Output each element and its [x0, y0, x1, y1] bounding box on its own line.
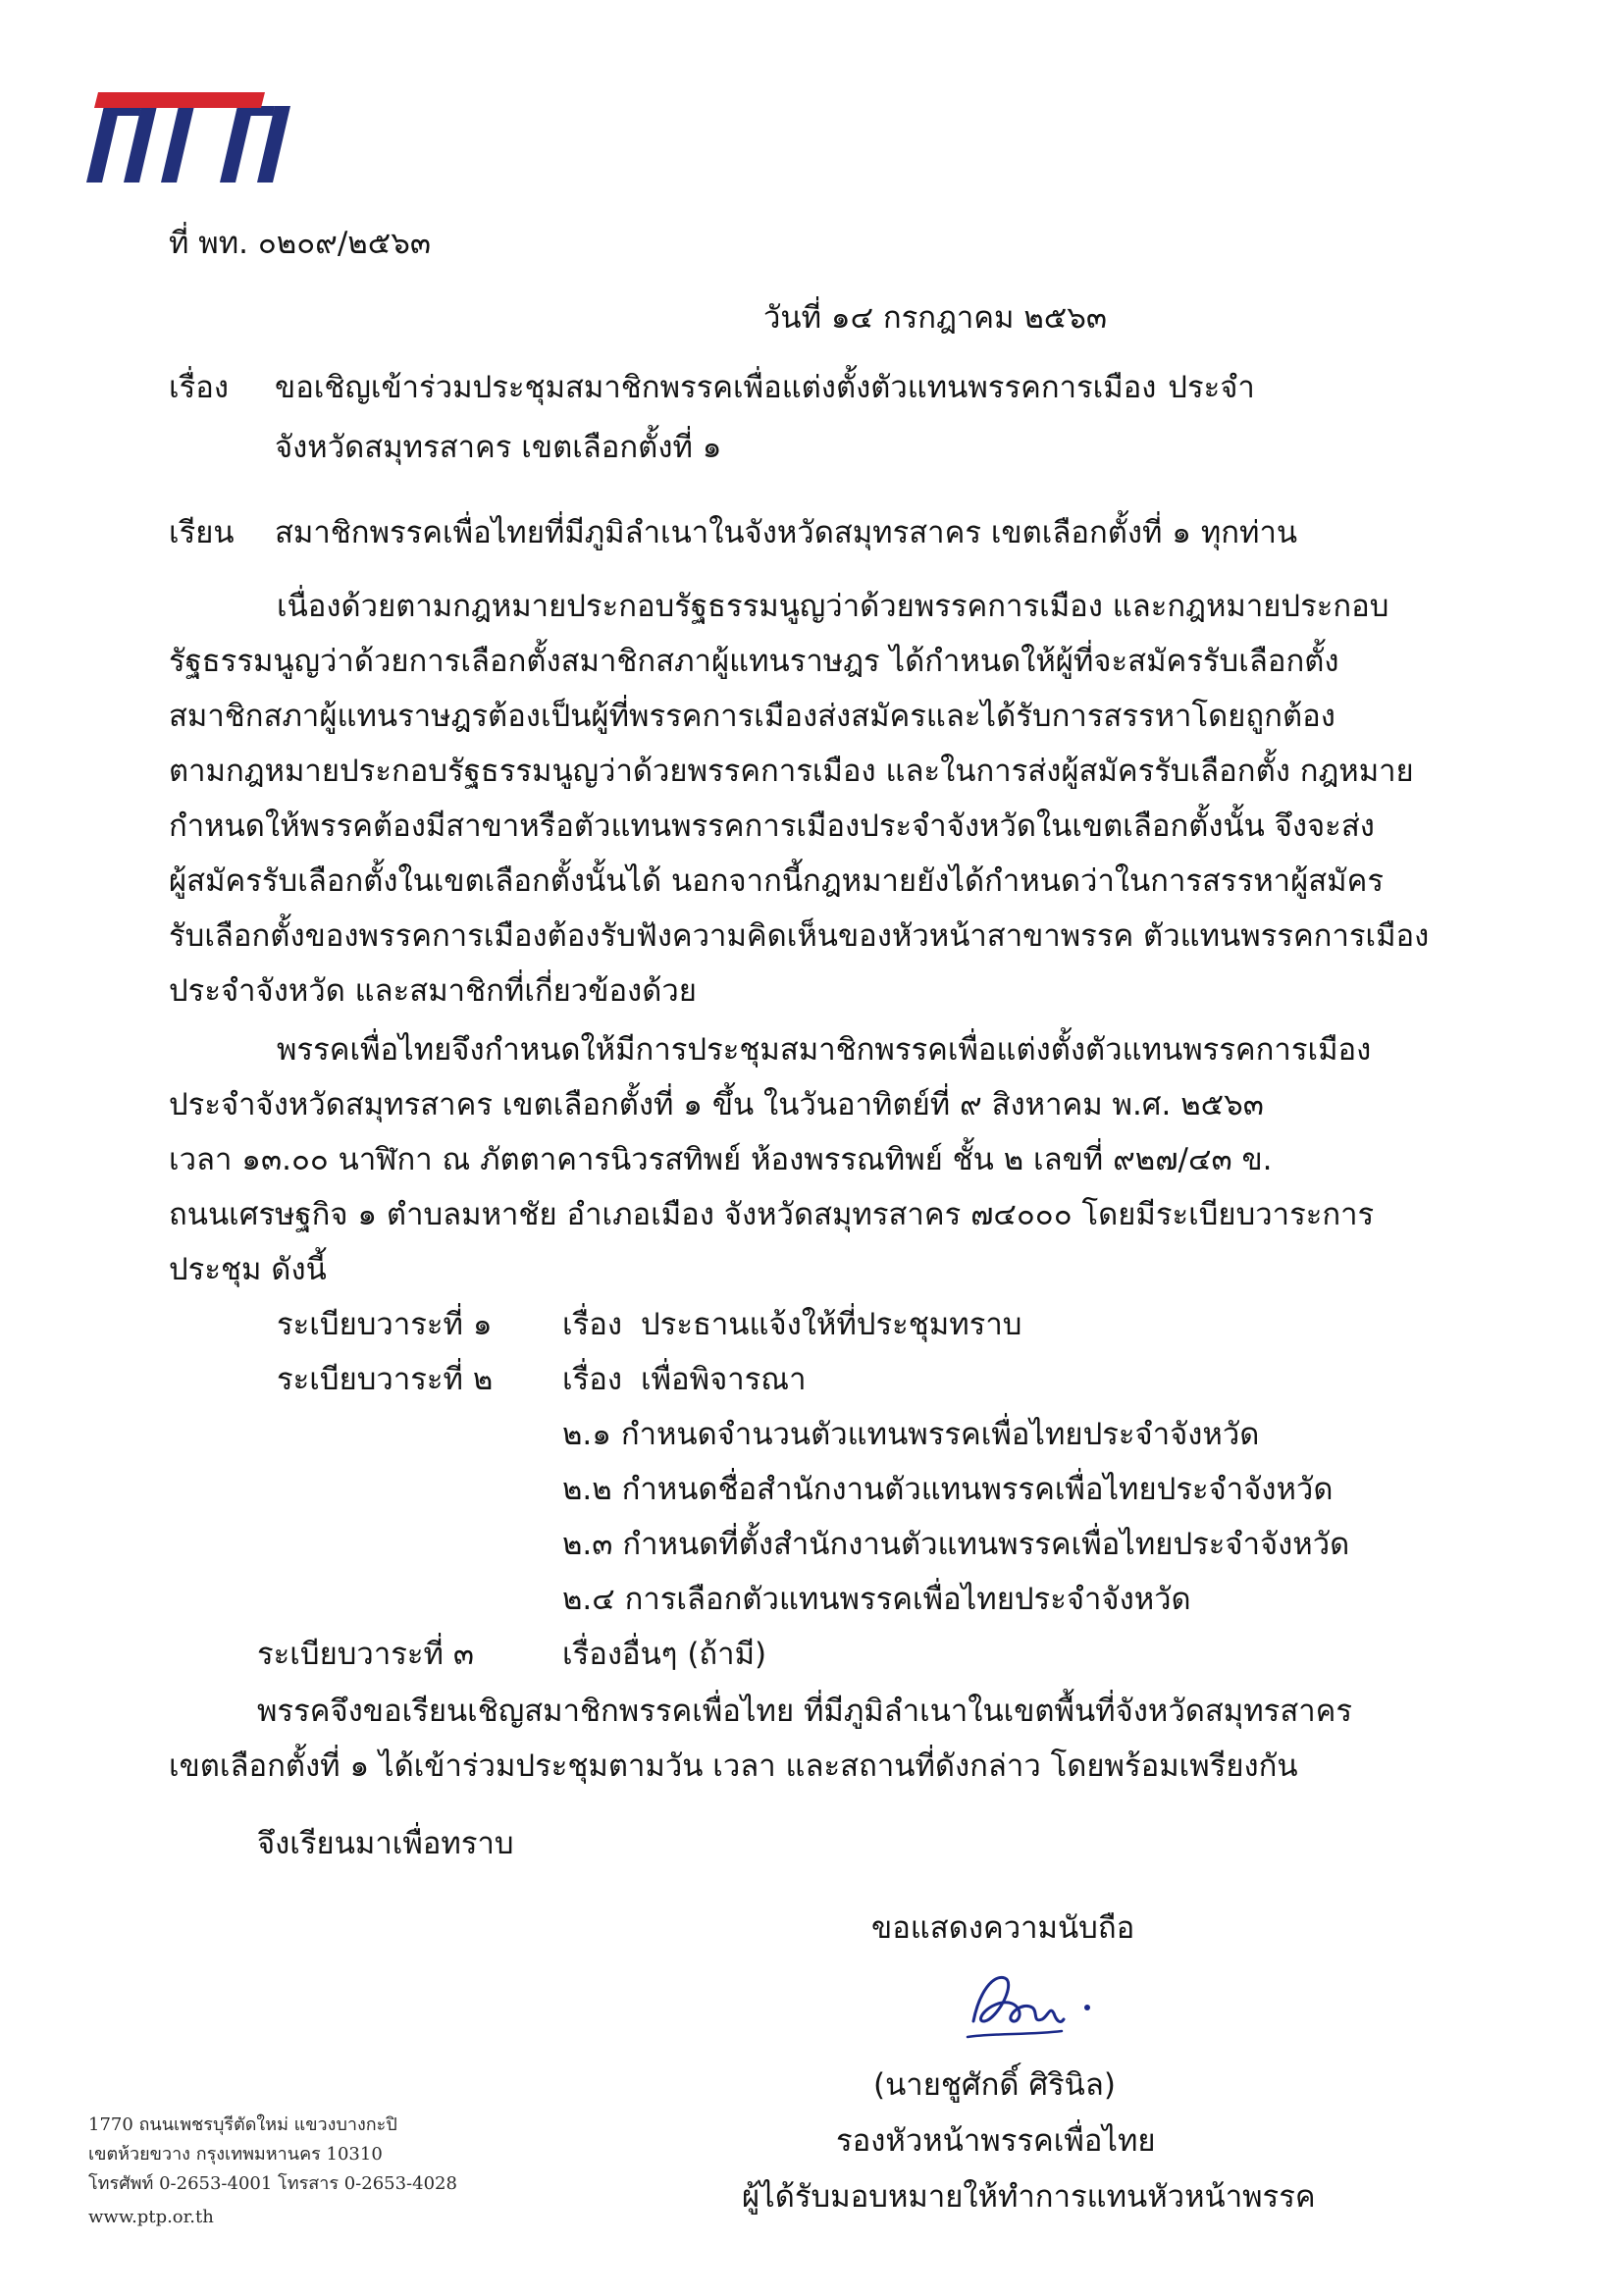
paragraph-1-line: เนื่องด้วยตามกฎหมายประกอบรัฐธรรมนูญว่าด้วยพรรคการเมือง และกฎหมายประกอบ — [277, 589, 1389, 624]
paragraph-2-line: ถนนเศรษฐกิจ ๑ ตำบลมหาชัย อำเภอเมือง จังหวัดสมุทรสาคร ๗๔๐๐๐ โดยมีระเบียบวาระการ — [169, 1197, 1375, 1232]
document-reference-number: ที่ พท. ๐๒๐๙/๒๕๖๓ — [169, 226, 432, 261]
paragraph-1-line: รับเลือกตั้งของพรรคการเมืองต้องรับฟังความคิดเห็นของหัวหน้าสาขาพรรค ตัวแทนพรรคการเมือง — [169, 918, 1430, 954]
agenda-item-3-text: เรื่องอื่นๆ (ถ้ามี) — [562, 1637, 767, 1672]
agenda-item-2-label: ระเบียบวาระที่ ๒ — [277, 1362, 494, 1397]
signatory-role: ผู้ได้รับมอบหมายให้ทำการแทนหัวหน้าพรรค — [742, 2179, 1316, 2215]
paragraph-1-line: รัฐธรรมนูญว่าด้วยการเลือกตั้งสมาชิกสภาผู้แทนราษฎร ได้กำหนดให้ผู้ที่จะสมัครรับเลือกตั้ง — [169, 644, 1339, 679]
paragraph-3-line: เขตเลือกตั้งที่ ๑ ได้เข้าร่วมประชุมตามวัน เวลา และสถานที่ดังกล่าว โดยพร้อมเพรียงกัน — [169, 1748, 1298, 1784]
signatory-name: (นายชูศักดิ์ ศิรินิล) — [873, 2067, 1116, 2103]
agenda-subitem: ๒.๒ กำหนดชื่อสำนักงานตัวแทนพรรคเพื่อไทยประจำจังหวัด — [562, 1472, 1334, 1507]
agenda-item-3-label: ระเบียบวาระที่ ๓ — [257, 1637, 475, 1672]
agenda-item-1-keyword: เรื่อง — [562, 1307, 623, 1342]
subject-line-1: ขอเชิญเข้าร่วมประชุมสมาชิกพรรคเพื่อแต่งตั้งตัวแทนพรรคการเมือง ประจำ — [275, 370, 1255, 405]
closing-phrase: จึงเรียนมาเพื่อทราบ — [257, 1826, 514, 1861]
paragraph-2-line: ประชุม ดังนี้ — [169, 1252, 327, 1287]
handwritten-signature-drawing — [954, 1962, 1101, 2051]
signatory-title: รองหัวหน้าพรรคเพื่อไทย — [836, 2123, 1156, 2159]
subject-label: เรื่อง — [169, 370, 230, 405]
paragraph-1-line: ประจำจังหวัด และสมาชิกที่เกี่ยวข้องด้วย — [169, 973, 697, 1009]
party-logo-mark — [82, 86, 292, 184]
footer-address-line-2: เขตห้วยขวาง กรุงเทพมหานคร 10310 — [88, 2144, 383, 2165]
paragraph-2-line: พรรคเพื่อไทยจึงกำหนดให้มีการประชุมสมาชิกพรรคเพื่อแต่งตั้งตัวแทนพรรคการเมือง — [277, 1032, 1372, 1068]
footer-website: www.ptp.or.th — [88, 2207, 214, 2227]
agenda-item-1-label: ระเบียบวาระที่ ๑ — [277, 1307, 493, 1342]
subject-line-2: จังหวัดสมุทรสาคร เขตเลือกตั้งที่ ๑ — [275, 430, 722, 465]
agenda-item-1-text: ประธานแจ้งให้ที่ประชุมทราบ — [641, 1307, 1022, 1342]
agenda-subitem: ๒.๓ กำหนดที่ตั้งสำนักงานตัวแทนพรรคเพื่อไทยประจำจังหวัด — [562, 1527, 1350, 1562]
footer-address-line-1: 1770 ถนนเพชรบุรีตัดใหม่ แขวงบางกะปิ — [88, 2114, 397, 2135]
recipient-label: เรียน — [169, 515, 235, 550]
handwritten-signature — [954, 1962, 1101, 2051]
paragraph-1-line: สมาชิกสภาผู้แทนราษฎรต้องเป็นผู้ที่พรรคการเมืองส่งสมัครและได้รับการสรรหาโดยถูกต้อง — [169, 699, 1335, 734]
regards-text: ขอแสดงความนับถือ — [871, 1910, 1135, 1946]
paragraph-1-line: ผู้สมัครรับเลือกตั้งในเขตเลือกตั้งนั้นได้ นอกจากนี้กฎหมายยังได้กำหนดว่าในการสรรหาผู้สมัคร — [169, 863, 1384, 899]
document-date: วันที่ ๑๔ กรกฎาคม ๒๕๖๓ — [763, 300, 1108, 336]
party-logo — [82, 86, 292, 184]
paragraph-3-line: พรรคจึงขอเรียนเชิญสมาชิกพรรคเพื่อไทย ที่มีภูมิลำเนาในเขตพื้นที่จังหวัดสมุทรสาคร — [257, 1694, 1353, 1729]
agenda-subitem: ๒.๑ กำหนดจำนวนตัวแทนพรรคเพื่อไทยประจำจังหวัด — [562, 1417, 1260, 1452]
agenda-item-2-text: เพื่อพิจารณา — [641, 1362, 807, 1397]
paragraph-2-line: เวลา ๑๓.๐๐ นาฬิกา ณ ภัตตาคารนิวรสทิพย์ ห้องพรรณทิพย์ ชั้น ๒ เลขที่ ๙๒๗/๔๓ ข. — [169, 1142, 1273, 1177]
paragraph-1-line: ตามกฎหมายประกอบรัฐธรรมนูญว่าด้วยพรรคการเมือง และในการส่งผู้สมัครรับเลือกตั้ง กฎหมาย — [169, 754, 1414, 789]
footer-phone: โทรศัพท์ 0-2653-4001 โทรสาร 0-2653-4028 — [88, 2173, 457, 2194]
paragraph-2-line: ประจำจังหวัดสมุทรสาคร เขตเลือกตั้งที่ ๑ ขึ้น ในวันอาทิตย์ที่ ๙ สิงหาคม พ.ศ. ๒๕๖๓ — [169, 1087, 1264, 1122]
agenda-item-2-keyword: เรื่อง — [562, 1362, 623, 1397]
recipient-value: สมาชิกพรรคเพื่อไทยที่มีภูมิลำเนาในจังหวัดสมุทรสาคร เขตเลือกตั้งที่ ๑ ทุกท่าน — [275, 515, 1298, 550]
paragraph-1-line: กำหนดให้พรรคต้องมีสาขาหรือตัวแทนพรรคการเมืองประจำจังหวัดในเขตเลือกตั้งนั้น จึงจะส่ง — [169, 809, 1375, 844]
agenda-subitem: ๒.๔ การเลือกตัวแทนพรรคเพื่อไทยประจำจังหวัด — [562, 1582, 1191, 1617]
